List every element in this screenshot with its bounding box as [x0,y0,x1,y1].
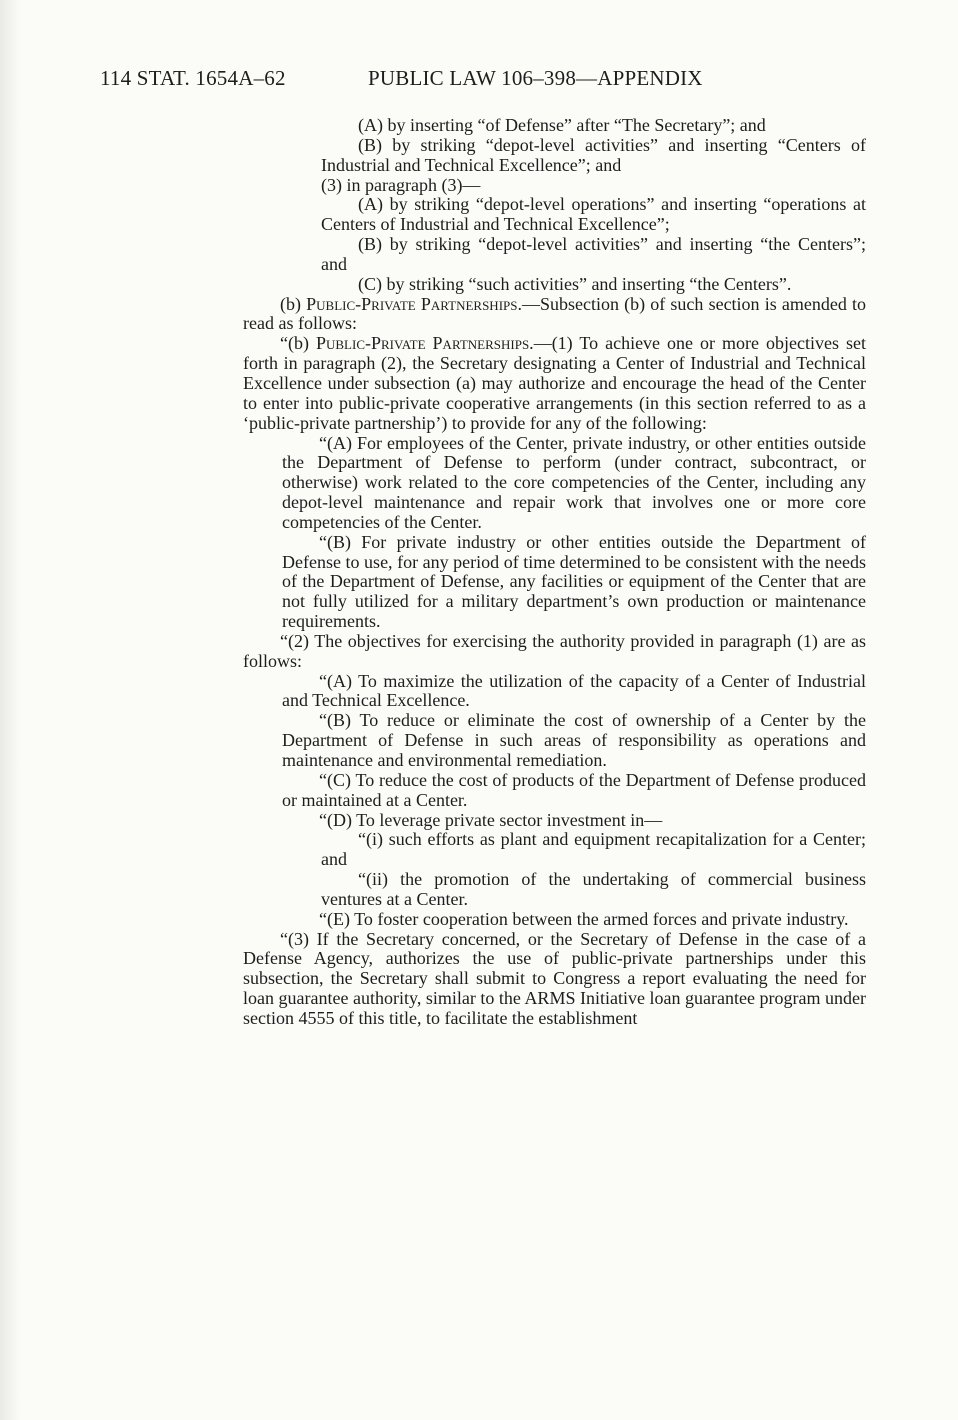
amendment-3-c: (C) by striking “such activities” and inserting “the Centers”. [358,273,792,294]
amendment-3-a: (A) by striking “depot-level operations” and inserting “operations at Centers of Industrial and Technical Excellence”; [321,194,866,235]
amendment-2-a: (A) by inserting “of Defense” after “The Secretary”; and [358,115,766,135]
quoted-subsection-b-lead: “(b) [280,333,316,354]
objective-d-i: “(i) such efforts as plant and equipment recapitalization for a Center; and [321,829,866,870]
body-text [243,116,866,1029]
paragraph-3: “(3) If the Secretary concerned, or the Secretary of Defense in the case of a Defense Agency, authorizes the use of public-private partnerships under this subsection, the Secretary shall submit to Congress a report evaluating the need for loan guarantee authority, similar to the ARMS Initiative loan guarantee program under section 4555 of this title, to facilitate the establishment [243,928,866,1028]
subsection-b-heading: Public-Private Partnerships. [306,293,522,314]
amendment-3-b: (B) by striking “depot-level activities” and inserting “the Centers”; and [321,234,866,274]
subsection-b-intro [243,295,866,335]
amendment-3-intro: (3) in paragraph (3)— [321,174,481,195]
objective-e: “(E) To foster cooperation between the armed forces and private industry. [319,908,849,929]
paragraph-2-intro: “(2) The objectives for exercising the authority provided in paragraph (1) are as follows: [243,630,866,671]
subsection-b-lead: (b) [280,293,307,314]
quoted-subsection-b-1 [243,334,866,433]
objective-d: “(D) To leverage private sector investment in— [319,809,663,830]
objective-d-ii: “(ii) the promotion of the undertaking of commercial business ventures at a Center. [321,869,866,909]
statute-citation: 114 STAT. 1654A–62 [100,66,286,90]
amendment-2-b: (B) by striking “depot-level activities” and inserting “Centers of Industrial and Technical Excellence”; and [321,134,866,175]
clause-1-b: “(B) For private industry or other entities outside the Department of Defense to use, for any period of time determined to be consistent with the needs of the Department of Defense, any facilities or equipment of the Center that are not fully utilized for a military department’s own production or maintenance requirements. [282,531,866,632]
subsection-b-text: —Subsection (b) of such section is amended to read as follows: [243,293,866,334]
objective-b: “(B) To reduce or eliminate the cost of ownership of a Center by the Department of Defense in such areas of responsibility as operations and maintenance and environmental remediation. [282,710,866,770]
objective-a: “(A) To maximize the utilization of the capacity of a Center of Industrial and Technical Excellence. [282,670,866,711]
quoted-subsection-b-heading: Public-Private Partnerships. [315,333,534,354]
objective-c: “(C) To reduce the cost of products of the Department of Defense produced or maintained at a Center. [282,769,866,810]
clause-1-a: “(A) For employees of the Center, private industry, or other entities outside the Department of Defense to perform (under contract, subcontract, or otherwise) work related to the core competencies of the Center, including any depot-level maintenance and repair work that involves one or more core competencies of the Center. [282,432,866,532]
quoted-subsection-b-text: —(1) To achieve one or more objectives set forth in paragraph (2), the Secretary designating a Center of Industrial and Technical Excellence under subsection (a) may authorize and encourage the head of the Center to enter into public-private cooperative arrangements (in this section referred to as a ‘public-private partnership’) to provide for any of the following: [243,333,866,433]
page-edge [0,0,22,1420]
page-title: PUBLIC LAW 106–398—APPENDIX [368,66,703,90]
